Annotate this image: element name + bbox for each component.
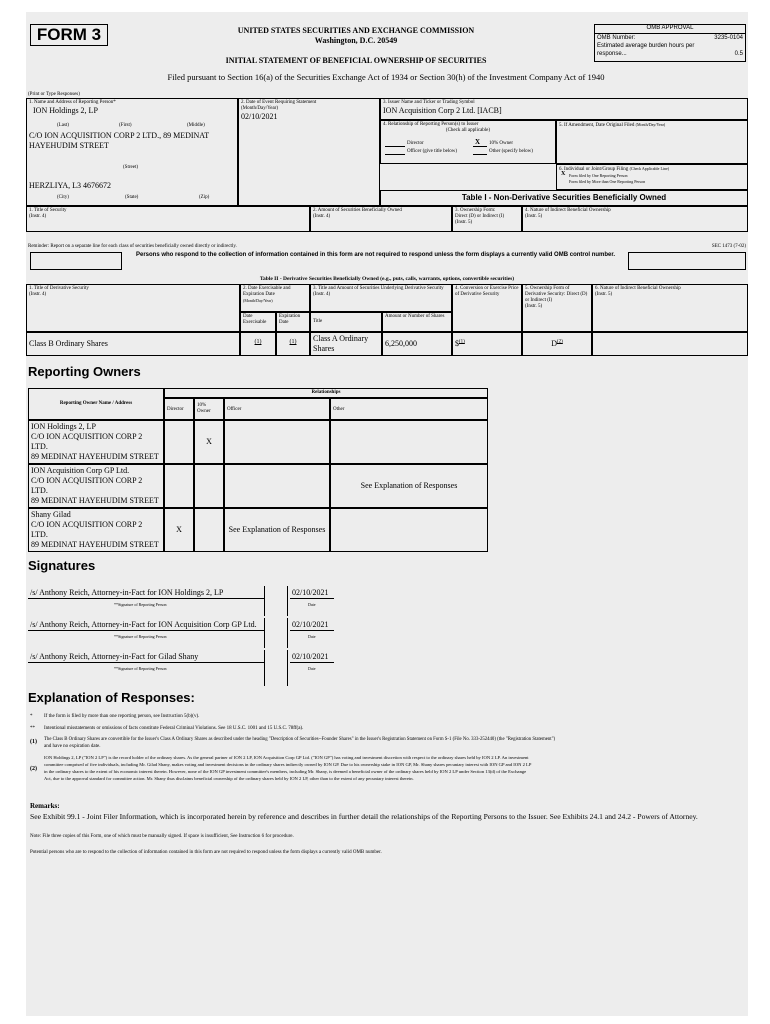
- multi-person-option: Form filed by More than One Reporting Person: [569, 179, 646, 184]
- owner-other-cell: [330, 508, 488, 552]
- signature-label-text: Signature of Reporting Person: [118, 602, 167, 607]
- signature-star: **: [114, 666, 118, 671]
- box6-filing: [556, 164, 748, 190]
- form-label: FORM 3: [30, 24, 108, 46]
- signature-line: [28, 598, 264, 599]
- date-line: [290, 630, 334, 631]
- note-potential-persons: Potential persons who are to respond to the collection of information contained in this form are not required to respond unless the form displays a currently valid OMB number.: [30, 850, 382, 855]
- t2-row-nature: [592, 332, 748, 356]
- signature-text: /s/ Anthony Reich, Attorney-in-Fact for Gilad Shany: [30, 652, 199, 661]
- t2-row-title: Class B Ordinary Shares: [26, 332, 240, 356]
- officer-checkbox-label: Officer (give title below): [407, 149, 458, 154]
- footnote-2-line-4: Act, due to the approval standard for committee action. Mr. Shany thus disclaims beneficial ownership of the ordinary shares held by ION 2 LP, other than to the extent of any pecuniary interest therein.: [44, 776, 414, 781]
- omb-burden-label: Estimated average burden hours per: [597, 43, 695, 49]
- omb-title: OMB APPROVAL: [595, 25, 745, 34]
- issuer-name: ION Acquisition Corp 2 Ltd. [IACB]: [383, 106, 502, 115]
- t2-col-under-amount: Amount or Number of Shares: [382, 312, 452, 332]
- note-dstar-marker: **: [30, 726, 35, 731]
- owner-officer-cell: [224, 464, 330, 508]
- owners-name-header: Reporting Owner Name / Address: [28, 388, 164, 420]
- persons-notice: Persons who respond to the collection of information contained in this form are not required to respond unless the form displays a currently valid OMB control number.: [136, 252, 616, 258]
- state-label: (State): [125, 195, 139, 200]
- zip-label: (Zip): [199, 195, 210, 200]
- date-label: Date: [308, 602, 316, 607]
- omb-number: 3235-0104: [714, 35, 743, 41]
- one-person-option: Form filed by One Reporting Person: [569, 173, 628, 178]
- t2-row-form: $D^{(2)}$: [522, 332, 592, 356]
- street-label: (Street): [123, 165, 138, 170]
- note-star-marker: *: [30, 714, 33, 719]
- owner-address-line: C/O ION ACQUISITION CORP 2 LTD.: [31, 520, 143, 539]
- owner-name-address: [28, 420, 164, 464]
- omb-hours: 0.5: [734, 51, 743, 57]
- footnote-1-line-1: The Class B Ordinary Shares are convertible for the Issuer's Class A Ordinary Shares as described under the heading "Description of Securities--Founder Shares" in the Issuer's Registration Statement on Form S-1 (File No. 333-252440) (the "Registration Statement"): [44, 737, 556, 742]
- date-label: Date: [308, 634, 316, 639]
- agency-city: Washington, D.C. 20549: [314, 36, 398, 45]
- omb-number-label: OMB Number:: [597, 35, 636, 41]
- t2-col-price: 4. Conversion or Exercise Price of Derivative Security: [452, 284, 522, 332]
- signature-date: 02/10/2021: [292, 588, 329, 597]
- t2-row-under-title: Class A Ordinary Shares: [310, 332, 382, 356]
- owner-check-mark: X: [475, 138, 481, 146]
- note-dstar: Intentional misstatements or omissions of facts constitute Federal Criminal Violations. See 18 U.S.C. 1001 and 15 U.S.C. 78ff(a).: [44, 726, 304, 731]
- footnote-2-line-2: committee comprised of five individuals, including Mr. Gilad Shany, makes voting and investment decisions in the ordinary shares indirectly owned by ION GP. Due to his ownership stake in ION GP, Mr. Shany shares pecuniary interest with ION GP and ION 2 LP: [44, 762, 532, 767]
- owner-checkbox-label: 10% Owner: [489, 141, 514, 146]
- owner-address-line: 89 MEDINAT HAYEHUDIM STREET: [31, 452, 159, 461]
- signature-text: /s/ Anthony Reich, Attorney-in-Fact for ION Holdings 2, LP: [30, 588, 224, 597]
- t2-col-underlying: 3. Title and Amount of Securities Underlying Derivative Security (Instr. 4): [310, 284, 452, 312]
- box4-relationship: [380, 120, 556, 164]
- t2-col-under-title: Title: [310, 312, 382, 332]
- t2-row-expiration: (1): [276, 332, 310, 356]
- box2-event-date: [238, 98, 380, 206]
- owner-director-cell: [164, 420, 194, 464]
- last-label: (Last): [57, 123, 69, 128]
- owner-address-line: Shany Gilad: [31, 510, 71, 519]
- street-line-2: HAYEHUDIM STREET: [29, 141, 109, 150]
- owner-officer-cell: [224, 420, 330, 464]
- t2-col-form: 5. Ownership Form of Derivative Security: Direct (D) or Indirect (I) (Instr. 5): [522, 284, 592, 332]
- box3-issuer: [380, 98, 748, 120]
- agency-name: UNITED STATES SECURITIES AND EXCHANGE COMMISSION: [237, 26, 475, 35]
- reminder: Reminder: Report on a separate line for each class of securities beneficially owned directly or indirectly.: [28, 244, 237, 249]
- signatures-heading: Signatures: [28, 558, 96, 573]
- box3-label: 3. Issuer Name and Ticker or Trading Symbol: [383, 100, 475, 105]
- owner-name-address: [28, 508, 164, 552]
- box5-label: 5. If Amendment, Date Original Filed: [559, 123, 635, 128]
- owner-address-line: [31, 550, 161, 552]
- owner-owner-cell: [194, 420, 224, 464]
- table1-title: Table I - Non-Derivative Securities Beneficially Owned: [380, 190, 748, 206]
- t2-row-exercisable: (1): [240, 332, 276, 356]
- signature-label-text: Signature of Reporting Person: [118, 634, 167, 639]
- reporting-owners-heading: Reporting Owners: [28, 364, 141, 379]
- one-person-check-mark: X: [561, 171, 566, 177]
- owners-relationships-header: Relationships: [164, 388, 488, 398]
- signature-date: 02/10/2021: [292, 620, 329, 629]
- date-line: [290, 662, 334, 663]
- note-star: If the form is filed by more than one reporting person, see Instruction 5(b)(v).: [44, 714, 200, 719]
- t2-col-title: 1. Title of Derivative Security (Instr. 4): [26, 284, 240, 332]
- footnote-1-marker: (1): [30, 739, 37, 745]
- footnote-2-line-1: ION Holdings 2, LP ("ION 2 LP") is the record holder of the ordinary shares. As the general partner of ION 2 LP, ION Acquisition Corp GP Ltd. ("ION GP") has voting and investment discretion with respect to the ordinary shares held by ION 2 LP. An investment: [44, 755, 529, 760]
- explanation-heading: Explanation of Responses:: [28, 690, 195, 705]
- print-note: (Print or Type Responses): [28, 92, 80, 97]
- owner-address-line: ION Holdings 2, LP: [31, 422, 96, 431]
- middle-label: (Middle): [187, 123, 205, 128]
- signature-spacer: [264, 618, 288, 648]
- signature-line: [28, 630, 264, 631]
- box4-label: 4. Relationship of Reporting Person(s) to Issuer: [383, 122, 479, 127]
- remarks-text: See Exhibit 99.1 - Joint Filer Information, which is incorporated herein by reference and describes in further detail the relationships of the Reporting Persons to the Issuer. See Exhibits 24.1 and 24.2 - Powers of Attorney.: [30, 812, 698, 821]
- owner-address-line: 89 MEDINAT HAYEHUDIM STREET: [31, 540, 159, 549]
- street-line-1: C/O ION ACQUISITION CORP 2 LTD., 89 MEDINAT: [29, 131, 210, 140]
- notice-left-box: [30, 252, 122, 270]
- signature-spacer: [264, 650, 288, 686]
- reporting-person-name: ION Holdings 2, LP: [33, 106, 98, 115]
- box2-sublabel: (Month/Day/Year): [241, 106, 278, 111]
- box2-label: 2. Date of Event Requiring Statement: [241, 100, 317, 105]
- box4-sublabel: (Check all applicable): [445, 128, 491, 133]
- filed-pursuant: Filed pursuant to Section 16(a) of the Securities Exchange Act of 1934 or Section 30(h) of the Investment Company Act of 1940: [167, 72, 605, 82]
- signature-text: /s/ Anthony Reich, Attorney-in-Fact for ION Acquisition Corp GP Ltd.: [30, 620, 257, 629]
- signature-spacer: [264, 586, 288, 616]
- omb-approval-box: [594, 24, 746, 62]
- owner-officer-value: See Explanation of Responses: [228, 525, 326, 534]
- remarks-label: Remarks:: [30, 802, 60, 810]
- city-label: (City): [57, 195, 69, 200]
- event-date: 02/10/2021: [241, 112, 278, 121]
- city-line: HERZLIYA, L3 4676672: [29, 181, 111, 190]
- owner-director-cell: [164, 464, 194, 508]
- box1-label: 1. Name and Address of Reporting Person*: [29, 100, 116, 105]
- footnote-1-line-2: and have no expiration date.: [44, 744, 101, 749]
- note-copies: Note: File three copies of this Form, one of which must be manually signed. If space is insufficient, See Instruction 6 for procedure.: [30, 834, 294, 839]
- owners-officer-header: Officer: [224, 398, 330, 420]
- owner-owner-value: X: [206, 437, 212, 446]
- owner-director-value: X: [176, 525, 182, 534]
- box1-reporting-person: [26, 98, 238, 206]
- signature-label: [114, 666, 167, 672]
- signature-label: [114, 634, 167, 640]
- signature-line: [28, 662, 264, 663]
- date-label: Date: [308, 666, 316, 671]
- t2-col-date-exercisable: Date Exercisable: [240, 312, 276, 332]
- t2-col-dates: 2. Date Exercisable and Expiration Date (Month/Day/Year): [240, 284, 310, 312]
- box6-sublabel: (Check Applicable Line): [629, 166, 670, 171]
- owner-other-cell: [330, 420, 488, 464]
- owner-director-cell: [164, 508, 194, 552]
- t2-col-expiration: Expiration Date: [276, 312, 310, 332]
- box5-sublabel: (Month/Day/Year): [635, 122, 666, 127]
- signature-star: **: [114, 634, 118, 639]
- t1-col-nature: 4. Nature of Indirect Beneficial Ownership (Instr. 5): [522, 206, 748, 232]
- signature-star: **: [114, 602, 118, 607]
- box6-label: 6. Individual or Joint/Group Filing: [559, 167, 629, 172]
- sec-code: SEC 1473 (7-02): [711, 244, 746, 249]
- t2-col-nature: 6. Nature of Indirect Beneficial Ownership (Instr. 5): [592, 284, 748, 332]
- other-checkbox-label: Other (specify below): [489, 149, 533, 154]
- owner-other-value: See Explanation of Responses: [360, 481, 458, 490]
- form-title: INITIAL STATEMENT OF BENEFICIAL OWNERSHIP OF SECURITIES: [225, 56, 487, 65]
- owner-owner-cell: [194, 508, 224, 552]
- t1-col-amount: 2. Amount of Securities Beneficially Owned (Instr. 4): [310, 206, 452, 232]
- footnote-2-marker: (2): [30, 766, 37, 772]
- first-label: (First): [119, 123, 132, 128]
- owners-10pct-header: 10% Owner: [194, 398, 224, 420]
- t1-col-ownership: 3. Ownership Form: Direct (D) or Indirect (I) (Instr. 5): [452, 206, 522, 232]
- owner-address-line: ION Acquisition Corp GP Ltd.: [31, 466, 130, 475]
- table2-title: Table II - Derivative Securities Beneficially Owned (e.g., puts, calls, warrants, options, convertible securities): [259, 276, 515, 282]
- notice-right-box: [628, 252, 746, 270]
- owners-director-header: Director: [164, 398, 194, 420]
- director-checkbox-label: Director: [407, 141, 424, 146]
- owner-name-address: [28, 464, 164, 508]
- omb-response-label: response...: [597, 51, 627, 57]
- owner-address-line: 89 MEDINAT HAYEHUDIM STREET: [31, 496, 159, 505]
- box5-amendment: [556, 120, 748, 164]
- owner-other-cell: [330, 464, 488, 508]
- t1-col-title: 1. Title of Security (Instr. 4): [26, 206, 310, 232]
- signature-label: [114, 602, 167, 608]
- signature-date: 02/10/2021: [292, 652, 329, 661]
- owner-address-line: C/O ION ACQUISITION CORP 2 LTD.: [31, 432, 143, 451]
- form-page: [26, 12, 748, 1016]
- t2-row-price: \$$^{(1)}$: [452, 332, 522, 356]
- t2-row-amount: 6,250,000: [382, 332, 452, 356]
- owner-address-line: C/O ION ACQUISITION CORP 2 LTD.: [31, 476, 143, 495]
- owner-officer-cell: [224, 508, 330, 552]
- signature-label-text: Signature of Reporting Person: [118, 666, 167, 671]
- footnote-2-line-3: in the ordinary shares to the extent of his economic interest therein. However, none of the ION GP investment committee's members, including Mr. Shany, is deemed a beneficial owner of the ordinary shares held by ION 2 LP under Section 13(d) of the Exchange: [44, 769, 527, 774]
- owner-owner-cell: [194, 464, 224, 508]
- owners-other-header: Other: [330, 398, 488, 420]
- date-line: [290, 598, 334, 599]
